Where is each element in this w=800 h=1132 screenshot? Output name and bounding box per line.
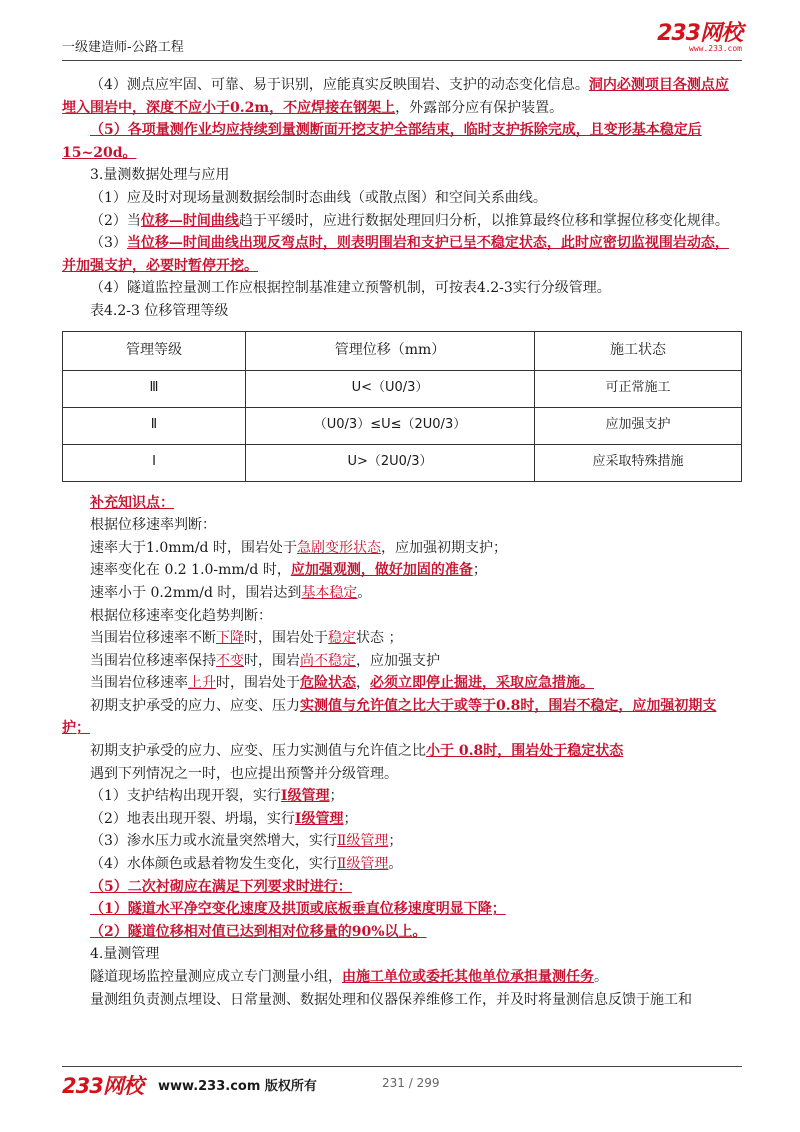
lining-condition: （5）二次衬砌应在满足下列要求时进行： — [90, 878, 352, 895]
initial-support-line-1: 初期支护承受的应力、应变、压力实测值与允许值之比大于或等于0.8时，围岩不稳定，应加强初期支护； — [62, 697, 717, 737]
section-3-item-2: （2）当位移—时间曲线趋于平缓时，应进行数据处理回归分析，以推算最终位移和掌握位移变化规律。 — [90, 212, 729, 229]
trend-line-3: 当围岩位移速率上升时，围岩处于危险状态，必须立即停止掘进，采取应急措施。 — [90, 675, 594, 692]
logo-text: 233网校 — [657, 21, 742, 46]
document-body — [62, 74, 742, 1011]
table-row — [63, 444, 742, 481]
table-cell: Ⅲ — [63, 370, 246, 407]
paragraph-4: （4）测点应牢固、可靠、易于识别，应能真实反映围岩、支护的动态变化信息。洞内必测项目各测点应埋入围岩中，深度不应小于0.2m，不应焊接在钢架上，外露部分应有保护装置。 — [62, 77, 729, 116]
footer-divider — [62, 1066, 742, 1067]
table-cell: 可正常施工 — [535, 370, 742, 407]
trend-line-2: 当围岩位移速率保持不变时，围岩尚不稳定，应加强支护 — [90, 652, 440, 669]
page-footer — [62, 1070, 742, 1096]
table-cell: Ⅱ — [63, 407, 246, 444]
section-4-paragraph-1: 隧道现场监控量测应成立专门测量小组，由施工单位或委托其他单位承担量测任务。 — [90, 969, 608, 985]
footer-site: www.233.com 版权所有 — [158, 1079, 317, 1094]
table-row — [63, 407, 742, 444]
section-3-item-3: （3）当位移—时间曲线出现反弯点时，则表明围岩和支护已呈不稳定状态，此时应密切监视围岩动态，并加强支护，必要时暂停开挖。 — [62, 235, 729, 274]
table-cell: 应采取特殊措施 — [535, 444, 742, 481]
table-cell: U<（U0/3） — [246, 370, 535, 407]
table-cell: U>（2U0/3） — [246, 444, 535, 481]
warning-item-1: （1）支护结构出现开裂，实行Ⅰ级管理； — [90, 788, 344, 805]
supplement-title: 补充知识点： — [90, 494, 174, 511]
rate-judgement-heading: 根据位移速率判断： — [90, 517, 216, 534]
rate-line-1: 速率大于1.0mm/d 时，围岩处于急剧变形状态，应加强初期支护； — [90, 539, 507, 556]
table-header-cell: 管理等级 — [63, 331, 246, 370]
lining-condition-2: （2）隧道位移相对值已达到相对位移量的90%以上。 — [90, 923, 427, 940]
warning-item-4: （4）水体颜色或悬着物发生变化，实行Ⅱ级管理。 — [90, 856, 403, 873]
rate-line-2: 速率变化在 0.2 1.0-mm/d 时，应加强观测，做好加固的准备； — [90, 562, 487, 579]
warning-item-3: （3）渗水压力或水流量突然增大，实行Ⅱ级管理； — [90, 833, 403, 850]
page-number: 231 / 299 — [382, 1076, 440, 1090]
table-header-row — [63, 331, 742, 370]
section-4-paragraph-2: 量测组负责测点埋设、日常量测、数据处理和仪器保养维修工作，并及时将量测信息反馈于施工和 — [90, 991, 692, 1008]
footer-logo: 233网校 — [62, 1074, 143, 1098]
table-cell: （U0/3）≤U≤（2U0/3） — [246, 407, 535, 444]
warning-item-2: （2）地表出现开裂、坍塌，实行Ⅰ级管理； — [90, 810, 358, 827]
header-divider — [62, 60, 742, 61]
trend-judgement-heading: 根据位移速率变化趋势判断： — [90, 607, 272, 624]
section-3-heading: 3.量测数据处理与应用 — [90, 167, 230, 184]
displacement-grade-table — [62, 331, 742, 482]
rate-line-3: 速率小于 0.2mm/d 时，围岩达到基本稳定。 — [90, 584, 372, 601]
table-row — [63, 370, 742, 407]
initial-support-line-2: 初期支护承受的应力、应变、压力实测值与允许值之比小于 0.8时，围岩处于稳定状态 — [90, 743, 624, 760]
table-caption: 表4.2-3 位移管理等级 — [90, 302, 229, 319]
warning-intro: 遇到下列情况之一时，也应提出预警并分级管理。 — [90, 765, 398, 782]
table-header-cell: 管理位移（mm） — [246, 331, 535, 370]
brand-logo — [657, 22, 742, 53]
table-cell: 应加强支护 — [535, 407, 742, 444]
page-header — [62, 22, 742, 58]
logo-url: www.233.com — [689, 44, 742, 53]
table-cell: Ⅰ — [63, 444, 246, 481]
paragraph-5: （5）各项量测作业均应持续到量测断面开挖支护全部结束，临时支护拆除完成，且变形基本稳定后15~20d。 — [62, 122, 702, 161]
table-header-cell: 施工状态 — [535, 331, 742, 370]
section-3-item-1: （1）应及时对现场量测数据绘制时态曲线（或散点图）和空间关系曲线。 — [90, 189, 547, 206]
header-title: 一级建造师-公路工程 — [62, 40, 184, 55]
lining-condition-1: （1）隧道水平净空变化速度及拱顶或底板垂直位移速度明显下降； — [90, 901, 506, 918]
section-3-item-4: （4）隧道监控量测工作应根据控制基准建立预警机制，可按表4.2-3实行分级管理。 — [90, 280, 611, 297]
trend-line-1: 当围岩位移速率不断下降时，围岩处于稳定状态 ； — [90, 630, 403, 647]
section-4-heading: 4.量测管理 — [90, 946, 160, 963]
